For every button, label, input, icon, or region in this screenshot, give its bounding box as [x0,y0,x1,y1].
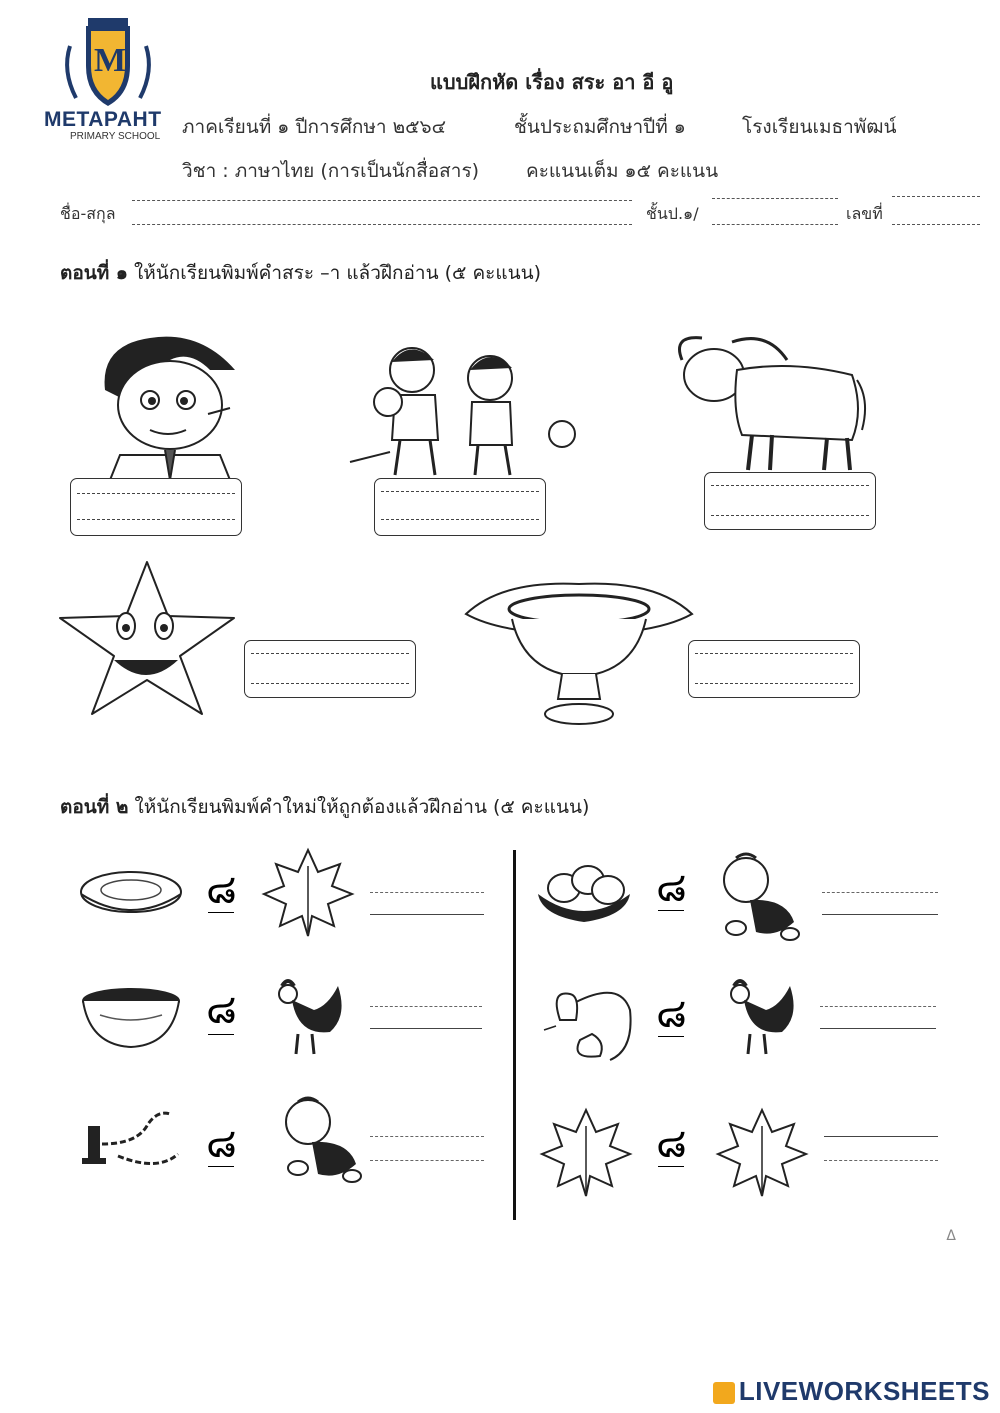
answer-line-l3a[interactable] [370,1136,484,1137]
logo-letter: M [94,42,127,79]
baby-picture-r1 [716,850,802,944]
logo-school-name: METAPAHT [44,108,162,131]
liveworksheets-logo-icon [713,1382,735,1404]
bowl-picture [80,985,182,1049]
part2-heading-text: ให้นักเรียนพิมพ์คำใหม่ให้ถูกต้องแล้วฝึกอ่าน (๕ คะแนน) [128,796,590,818]
answer-line-l2a[interactable] [370,1006,482,1007]
class-field-top[interactable] [712,198,838,199]
number-field-top[interactable] [892,196,980,197]
school-info: โรงเรียนเมธาพัฒน์ [742,116,897,138]
combine-sign-l3: ๘ [206,1121,237,1167]
name-field[interactable] [132,224,632,225]
star-picture [56,558,238,718]
buffalo-picture [672,330,872,475]
baby-picture-l3 [278,1094,364,1186]
page-title: แบบฝึกหัด เรื่อง สระ อา อี อู [430,70,674,94]
combine-sign-r2: ๘ [656,991,687,1037]
answer-line-r2a[interactable] [820,1006,936,1007]
answer-line-r1a[interactable] [822,892,938,893]
corner-mark: Δ [946,1228,956,1244]
part1-heading-bold: ตอนที่ ๑ [60,262,128,284]
combine-underline-l3 [208,1166,234,1167]
answer-line-r1b[interactable] [822,914,938,915]
combine-underline-l1 [208,912,234,913]
answer-box-1[interactable] [70,478,242,536]
term-info: ภาคเรียนที่ ๑ ปีการศึกษา ๒๕๖๔ [182,116,446,138]
combine-underline-r1 [658,910,684,911]
rooster-picture-l2 [268,976,350,1060]
boy-eye-picture [90,330,240,490]
class-label: ชั้นป.๑/ [646,204,699,223]
rooster-picture-r2 [720,976,802,1060]
number-label: เลขที่ [846,204,883,223]
part2-heading [60,792,589,822]
answer-line-r3a[interactable] [824,1136,938,1137]
combine-underline-r2 [658,1036,684,1037]
combine-sign-l1: ๘ [206,867,237,913]
answer-line-r2b[interactable] [820,1028,936,1029]
part2-heading-bold: ตอนที่ ๒ [60,796,129,818]
liveworksheets-brand-text: LIVEWORKSHEETS [738,1376,990,1406]
chain-picture [78,1104,188,1176]
school-logo [58,16,158,112]
answer-line-r3b[interactable] [824,1160,938,1161]
part1-heading [60,258,541,288]
offering-tray-picture [462,574,696,729]
grade-info: ชั้นประถมศึกษาปีที่ ๑ [514,116,686,138]
number-field[interactable] [892,224,980,225]
combine-underline-r3 [658,1166,684,1167]
leaf-picture-r3a [540,1106,632,1198]
column-divider [513,850,516,1220]
logo-school-sub: PRIMARY SCHOOL [70,131,161,142]
answer-line-l1b[interactable] [370,914,484,915]
liveworksheets-brand[interactable] [713,1376,990,1407]
leaf-picture-r3b [716,1106,808,1198]
eggs-nest-picture [534,856,634,924]
answer-box-3[interactable] [704,472,876,530]
answer-box-4[interactable] [244,640,416,698]
class-field[interactable] [712,224,838,225]
name-label: ชื่อ-สกุล [60,204,116,223]
leaf-picture-l1 [262,846,354,938]
subject-info: วิชา : ภาษาไทย (การเป็นนักสื่อสาร) [182,160,480,182]
answer-line-l3b[interactable] [370,1160,484,1161]
answer-line-l1a[interactable] [370,892,484,893]
bells-picture [540,980,636,1064]
combine-sign-l2: ๘ [206,987,237,1033]
answer-line-l2b[interactable] [370,1028,482,1029]
answer-box-2[interactable] [374,478,546,536]
score-info: คะแนนเต็ม ๑๕ คะแนน [526,160,719,182]
combine-sign-r3: ๘ [656,1121,687,1167]
boys-soccer-leg-picture [350,330,580,480]
answer-box-5[interactable] [688,640,860,698]
name-field-top[interactable] [132,200,632,201]
plate-picture [78,866,184,922]
combine-underline-l2 [208,1034,234,1035]
part1-heading-text: ให้นักเรียนพิมพ์คำสระ –า แล้วฝึกอ่าน (๕ คะแนน) [127,262,541,284]
combine-sign-r1: ๘ [656,865,687,911]
